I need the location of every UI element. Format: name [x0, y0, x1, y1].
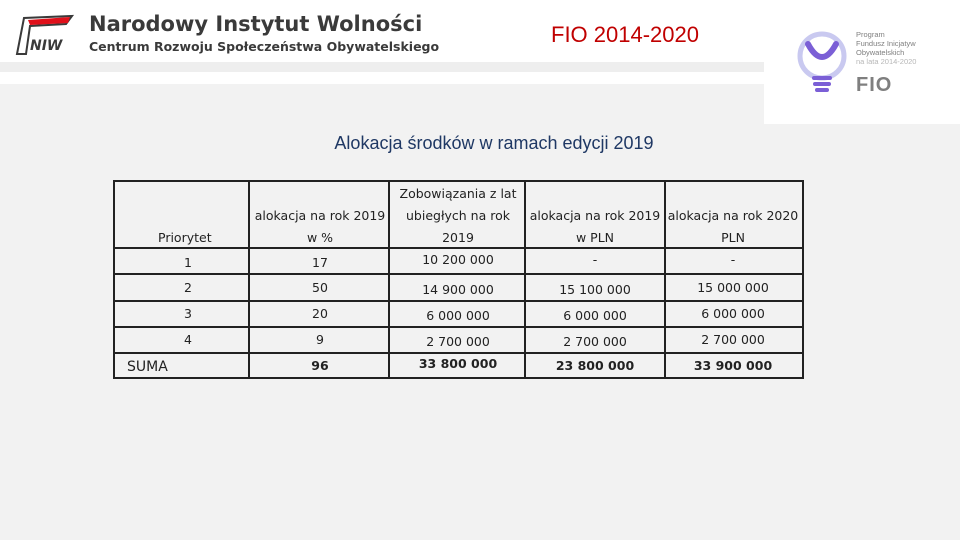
header-alloc-2020: PLN	[721, 230, 745, 245]
header-percent: alokacja na rok 2019	[254, 208, 386, 223]
table-border	[113, 326, 804, 328]
cell-alloc-2019: -	[592, 252, 598, 267]
total-label: SUMA	[127, 359, 168, 375]
cell-alloc-2020: 2 700 000	[701, 332, 765, 347]
cell-percent: 20	[312, 306, 328, 321]
table-border	[113, 352, 804, 354]
table-border	[524, 180, 526, 379]
cell-percent: 50	[312, 280, 328, 295]
lightbulb-icon	[796, 30, 848, 96]
table-border	[802, 180, 804, 379]
program-badge-line: Obywatelskich	[856, 48, 905, 57]
cell-alloc-2020: 15 000 000	[697, 280, 769, 295]
header-percent: w %	[306, 230, 334, 245]
header-commitments: Zobowiązania z lat	[399, 186, 517, 201]
total-alloc-2019: 23 800 000	[555, 358, 635, 373]
allocation-table	[113, 180, 804, 379]
org-subtitle: Centrum Rozwoju Społeczeństwa Obywatelskiego	[89, 39, 440, 54]
cell-priority: 4	[184, 332, 192, 347]
program-badge-line: Program	[856, 30, 885, 39]
table-border	[113, 273, 804, 275]
cell-alloc-2019: 15 100 000	[559, 282, 631, 297]
section-title: Alokacja środków w ramach edycji 2019	[334, 133, 654, 153]
program-badge-line: Fundusz Inicjatyw	[856, 39, 916, 48]
cell-alloc-2019: 2 700 000	[563, 334, 627, 349]
header-alloc-2019: alokacja na rok 2019	[529, 208, 661, 223]
header-alloc-2019: w PLN	[575, 230, 615, 245]
program-badge-text	[856, 30, 960, 66]
table-border	[248, 180, 250, 379]
cell-priority: 1	[184, 255, 192, 270]
header-commitments: 2019	[442, 230, 474, 245]
header-alloc-2020: alokacja na rok 2020	[667, 208, 799, 223]
program-period-title: FIO 2014-2020	[551, 22, 699, 47]
cell-alloc-2020: 6 000 000	[701, 306, 765, 321]
total-commitments: 33 800 000	[418, 356, 498, 371]
cell-commitments: 10 200 000	[422, 252, 494, 267]
niw-logo	[14, 14, 76, 56]
cell-priority: 3	[184, 306, 192, 321]
total-percent: 96	[311, 358, 329, 373]
cell-priority: 2	[184, 280, 192, 295]
header-commitments: ubiegłych na rok	[406, 208, 510, 223]
cell-alloc-2019: 6 000 000	[563, 308, 627, 323]
table-border	[113, 180, 804, 182]
cell-commitments: 14 900 000	[422, 282, 494, 297]
cell-alloc-2020: -	[730, 252, 736, 267]
cell-commitments: 6 000 000	[426, 308, 490, 323]
header-priority: Priorytet	[158, 230, 212, 245]
logo-text: NIW	[30, 38, 63, 54]
table-border	[388, 180, 390, 379]
program-badge	[764, 12, 960, 124]
cell-percent: 9	[316, 332, 324, 347]
total-alloc-2020: 33 900 000	[693, 358, 773, 373]
table-border	[664, 180, 666, 379]
table-border	[113, 247, 804, 249]
table-border	[113, 300, 804, 302]
program-badge-line: na lata 2014-2020	[856, 57, 917, 66]
cell-percent: 17	[312, 255, 328, 270]
program-short-name: FIO	[856, 74, 893, 96]
table-border	[113, 180, 115, 379]
org-name: Narodowy Instytut Wolności	[89, 12, 423, 36]
cell-commitments: 2 700 000	[426, 334, 490, 349]
table-border	[113, 377, 804, 379]
